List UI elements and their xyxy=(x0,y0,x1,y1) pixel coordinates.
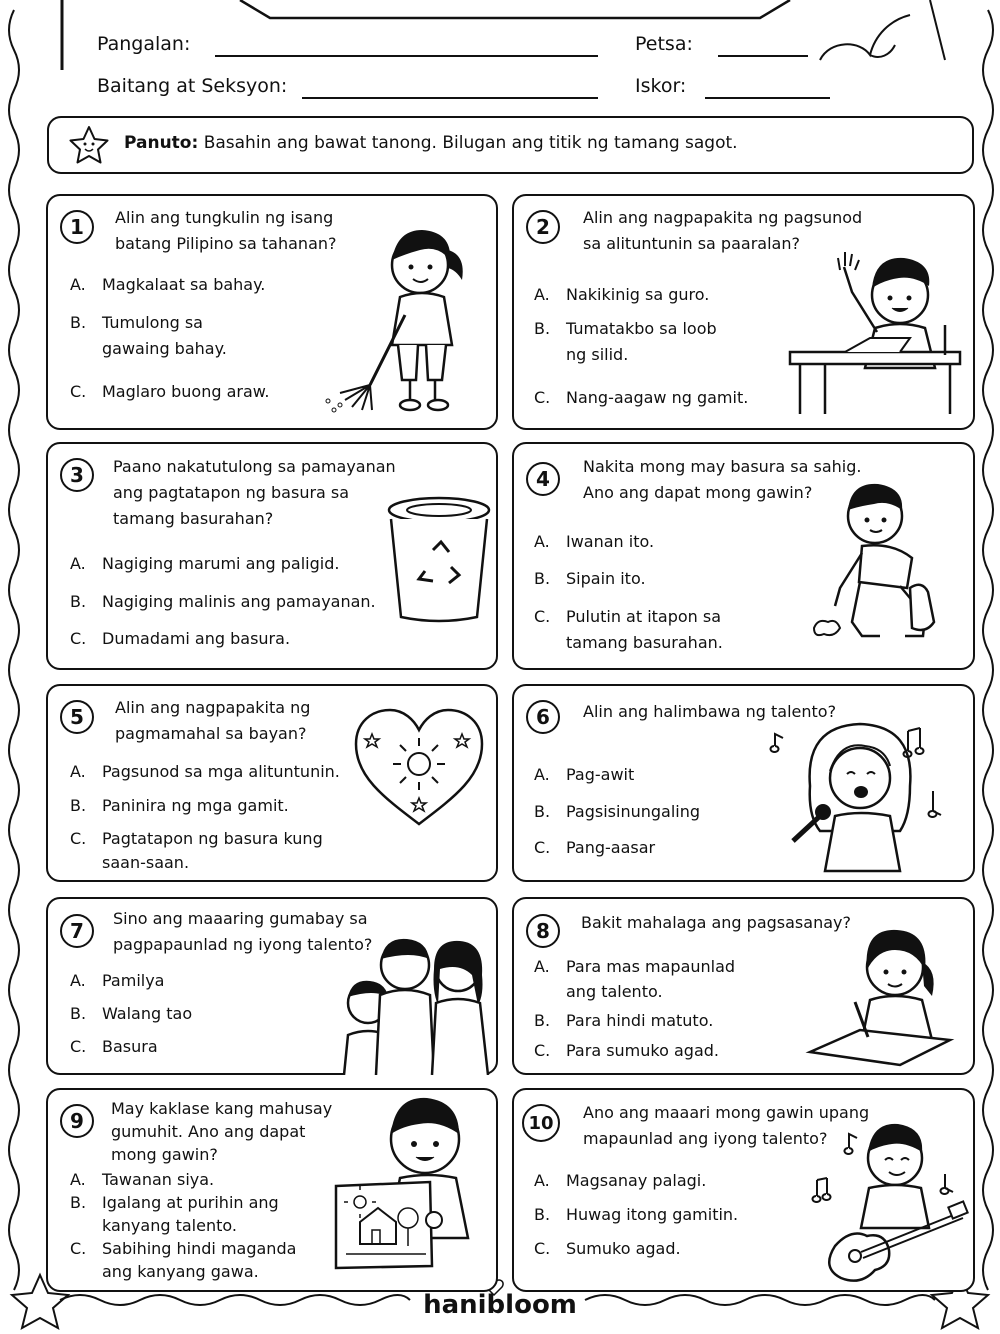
question-line: May kaklase kang mahusay xyxy=(111,1099,333,1118)
option-letter: C. xyxy=(534,607,551,626)
option-text: Sabihing hindi maganda xyxy=(102,1239,297,1258)
option-text: gawaing bahay. xyxy=(102,339,227,358)
question-text-3 xyxy=(113,454,396,532)
option-6c[interactable] xyxy=(534,835,655,861)
question-text-5 xyxy=(115,695,310,747)
option-text: ng silid. xyxy=(566,345,629,364)
option-text: saan-saan. xyxy=(102,853,190,872)
date-field[interactable] xyxy=(718,55,808,57)
option-text: Magsanay palagi. xyxy=(566,1171,707,1190)
option-text: tamang basurahan. xyxy=(566,633,723,652)
question-line: sa alituntunin sa paaralan? xyxy=(583,234,800,253)
option-5a[interactable] xyxy=(70,759,340,785)
option-text: Para hindi matuto. xyxy=(566,1011,714,1030)
option-letter: C. xyxy=(70,1037,87,1056)
score-field[interactable] xyxy=(705,97,830,99)
score-label: Iskor: xyxy=(635,75,687,97)
boy-holding-drawing-icon xyxy=(330,1094,490,1274)
option-1c[interactable] xyxy=(70,379,269,405)
option-text: Tawanan siya. xyxy=(102,1170,215,1189)
option-letter: B. xyxy=(70,592,87,611)
option-text: Tumatakbo sa loob xyxy=(566,319,717,338)
option-8c[interactable] xyxy=(534,1038,719,1064)
option-9c[interactable] xyxy=(70,1237,296,1283)
option-4b[interactable] xyxy=(534,566,646,592)
girl-writing-icon xyxy=(800,922,965,1072)
option-letter: C. xyxy=(70,382,87,401)
boy-picking-trash-icon xyxy=(800,478,965,658)
question-line: Alin ang nagpapakita ng pagsunod xyxy=(583,208,863,227)
option-letter: B. xyxy=(534,802,551,821)
date-label: Petsa: xyxy=(635,33,693,55)
option-letter: A. xyxy=(534,957,550,976)
option-letter: A. xyxy=(70,762,86,781)
option-3b[interactable] xyxy=(70,589,376,615)
option-letter: A. xyxy=(70,275,86,294)
option-text: Pag-awit xyxy=(566,765,635,784)
option-letter: C. xyxy=(534,1239,551,1258)
option-text: Huwag itong gamitin. xyxy=(566,1205,739,1224)
option-text: Nagiging marumi ang paligid. xyxy=(102,554,340,573)
option-letter: B. xyxy=(534,1205,551,1224)
option-letter: A. xyxy=(534,765,550,784)
boy-guitar-icon xyxy=(805,1118,970,1290)
option-10b[interactable] xyxy=(534,1202,738,1228)
question-line: Paano nakatutulong sa pamayanan xyxy=(113,457,396,476)
option-letter: B. xyxy=(70,313,87,332)
option-2a[interactable] xyxy=(534,282,709,308)
option-3a[interactable] xyxy=(70,551,339,577)
question-number-5: 5 xyxy=(60,700,94,734)
option-4c[interactable] xyxy=(534,604,723,656)
option-8a[interactable] xyxy=(534,954,735,1004)
option-text: Paninira ng mga gamit. xyxy=(102,796,289,815)
question-line: Nakita mong may basura sa sahig. xyxy=(583,457,862,476)
option-text: Pang-aasar xyxy=(566,838,656,857)
question-line: Alin ang halimbawa ng talento? xyxy=(583,702,837,721)
option-7b[interactable] xyxy=(70,1001,192,1027)
option-text: ang talento. xyxy=(566,982,663,1001)
question-number-2: 2 xyxy=(526,210,560,244)
question-number-10: 10 xyxy=(522,1104,560,1142)
instructions-text xyxy=(124,133,738,153)
option-text: Tumulong sa xyxy=(102,313,203,332)
question-line: Ano ang dapat mong gawin? xyxy=(583,483,813,502)
question-line: pagpapaunlad ng iyong talento? xyxy=(113,935,373,954)
option-text: Maglaro buong araw. xyxy=(102,382,270,401)
option-text: Magkalaat sa bahay. xyxy=(102,275,266,294)
option-2c[interactable] xyxy=(534,385,748,411)
name-field[interactable] xyxy=(215,55,598,57)
question-text-1 xyxy=(115,205,337,257)
option-text: Pagsisinungaling xyxy=(566,802,701,821)
option-text: Igalang at purihin ang xyxy=(102,1193,279,1212)
question-line: mong gawin? xyxy=(111,1145,218,1164)
option-letter: A. xyxy=(70,554,86,573)
option-text: Pagsunod sa mga alituntunin. xyxy=(102,762,340,781)
option-letter: A. xyxy=(534,532,550,551)
question-line: batang Pilipino sa tahanan? xyxy=(115,234,337,253)
option-text: Dumadami ang basura. xyxy=(102,629,291,648)
option-letter: C. xyxy=(534,388,551,407)
option-letter: A. xyxy=(70,971,86,990)
option-10c[interactable] xyxy=(534,1236,681,1262)
option-5b[interactable] xyxy=(70,793,289,819)
option-text: Para sumuko agad. xyxy=(566,1041,719,1060)
instructions-body: Basahin ang bawat tanong. Bilugan ang titik ng tamang sagot. xyxy=(203,133,738,153)
question-line: tamang basurahan? xyxy=(113,509,274,528)
option-1a[interactable] xyxy=(70,272,265,298)
option-text: kanyang talento. xyxy=(102,1216,237,1235)
heart-sun-stars-icon xyxy=(352,706,487,831)
option-letter: B. xyxy=(534,1011,551,1030)
option-text: Sipain ito. xyxy=(566,569,646,588)
option-2b[interactable] xyxy=(534,316,717,368)
option-letter: A. xyxy=(534,1171,550,1190)
option-letter: C. xyxy=(534,1041,551,1060)
option-5c[interactable] xyxy=(70,827,323,875)
option-text: Walang tao xyxy=(102,1004,193,1023)
option-letter: A. xyxy=(70,1170,86,1189)
question-line: pagmamahal sa bayan? xyxy=(115,724,307,743)
option-7c[interactable] xyxy=(70,1034,158,1060)
option-text: Nagiging malinis ang pamayanan. xyxy=(102,592,376,611)
option-6a[interactable] xyxy=(534,762,634,788)
option-text: ang kanyang gawa. xyxy=(102,1262,259,1281)
option-letter: C. xyxy=(70,1239,87,1258)
question-line: Ano ang maaari mong gawin upang xyxy=(583,1103,870,1122)
option-text: Pamilya xyxy=(102,971,165,990)
option-9b[interactable] xyxy=(70,1191,279,1237)
option-letter: C. xyxy=(70,629,87,648)
question-number-4: 4 xyxy=(526,462,560,496)
option-text: Iwanan ito. xyxy=(566,532,655,551)
family-icon xyxy=(330,935,495,1075)
option-text: Para mas mapaunlad xyxy=(566,957,736,976)
option-text: Pagtatapon ng basura kung xyxy=(102,829,323,848)
question-number-3: 3 xyxy=(60,458,94,492)
girl-singing-icon xyxy=(765,716,965,876)
question-line: ang pagtatapon ng basura sa xyxy=(113,483,350,502)
option-letter: B. xyxy=(70,1004,87,1023)
question-line: Alin ang tungkulin ng isang xyxy=(115,208,334,227)
question-line: Bakit mahalaga ang pagsasanay? xyxy=(581,913,851,932)
boy-raising-hand-icon xyxy=(785,240,965,420)
question-number-9: 9 xyxy=(60,1104,94,1138)
option-letter: B. xyxy=(534,319,551,338)
option-1b[interactable] xyxy=(70,310,227,362)
question-line: gumuhit. Ano ang dapat xyxy=(111,1122,306,1141)
question-number-6: 6 xyxy=(526,700,560,734)
question-line: Alin ang nagpapakita ng xyxy=(115,698,311,717)
option-7a[interactable] xyxy=(70,968,164,994)
option-letter: B. xyxy=(70,1193,87,1212)
grade-section-label: Baitang at Seksyon: xyxy=(97,75,288,97)
question-line: mapaunlad ang iyong talento? xyxy=(583,1129,828,1148)
option-letter: A. xyxy=(534,285,550,304)
option-letter: B. xyxy=(70,796,87,815)
instructions-heading: Panuto: xyxy=(124,133,199,153)
brand-logo: hanibloom xyxy=(423,1290,577,1320)
option-text: Pulutin at itapon sa xyxy=(566,607,722,626)
option-text: Basura xyxy=(102,1037,158,1056)
option-8b[interactable] xyxy=(534,1008,713,1034)
star-face-icon xyxy=(66,124,112,166)
question-number-7: 7 xyxy=(60,914,94,948)
option-4a[interactable] xyxy=(534,529,654,555)
option-text: Nakikinig sa guro. xyxy=(566,285,710,304)
grade-section-field[interactable] xyxy=(302,97,598,99)
option-3c[interactable] xyxy=(70,626,290,652)
question-number-1: 1 xyxy=(60,210,94,244)
question-number-8: 8 xyxy=(526,914,560,948)
option-letter: C. xyxy=(70,829,87,848)
option-10a[interactable] xyxy=(534,1168,706,1194)
option-letter: B. xyxy=(534,569,551,588)
option-6b[interactable] xyxy=(534,799,700,825)
question-line: Sino ang maaaring gumabay sa xyxy=(113,909,368,928)
recycle-bin-icon xyxy=(385,495,495,625)
question-text-9 xyxy=(111,1097,332,1166)
option-letter: C. xyxy=(534,838,551,857)
option-text: Sumuko agad. xyxy=(566,1239,681,1258)
option-text: Nang-aagaw ng gamit. xyxy=(566,388,749,407)
option-9a[interactable] xyxy=(70,1168,214,1191)
girl-sweeping-icon xyxy=(320,215,490,415)
name-label: Pangalan: xyxy=(97,33,191,55)
